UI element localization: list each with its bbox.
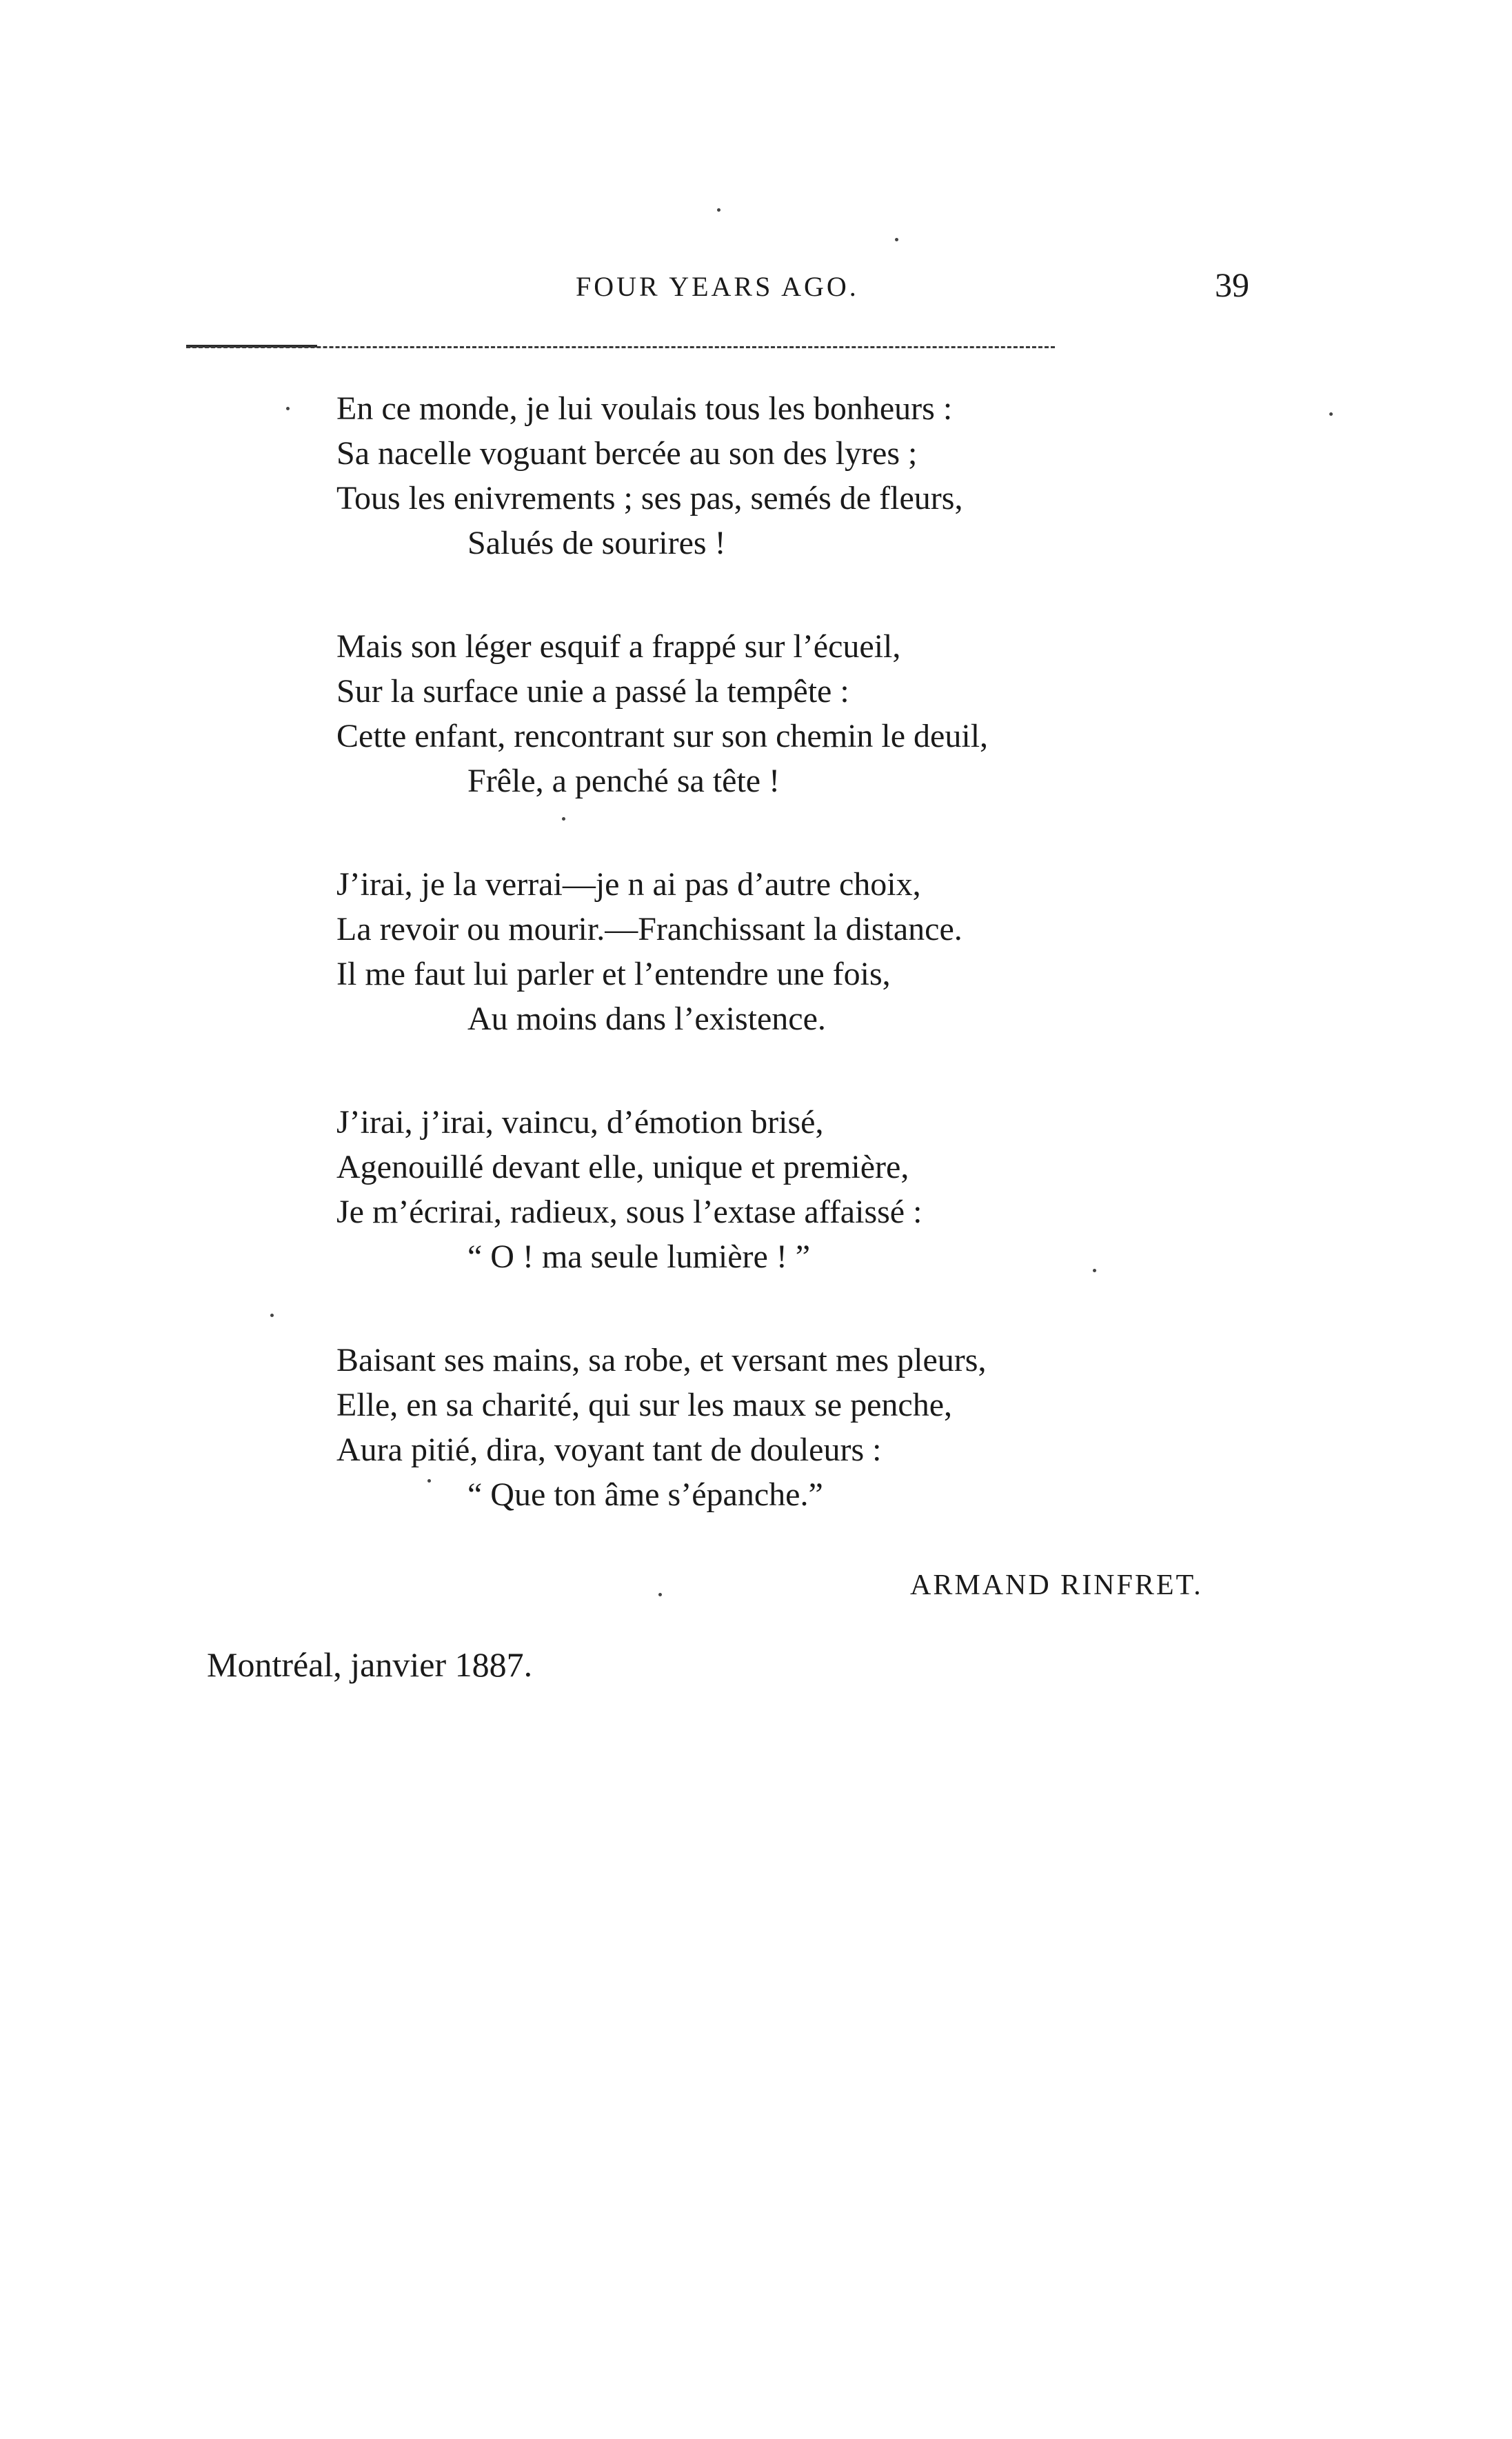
poem-line: Il me faut lui parler et l’entendre une fois, (336, 956, 891, 992)
stanza (336, 1338, 1198, 1517)
header-rule (186, 346, 1055, 348)
poem-line: La revoir ou mourir.—Franchissant la distance. (336, 911, 962, 947)
poem-line: Agenouillé devant elle, unique et première, (336, 1149, 909, 1185)
poem-line: Tous les enivrements ; ses pas, semés de fleurs, (336, 480, 963, 516)
poem-line: Cette enfant, rencontrant sur son chemin le deuil, (336, 718, 989, 754)
poem-line: Elle, en sa charité, qui sur les maux se penche, (336, 1387, 953, 1423)
running-head (0, 265, 1512, 312)
poem-line-refrain: Frêle, a penché sa tête ! (467, 763, 780, 799)
stanza (336, 624, 1198, 803)
print-speck (658, 1593, 662, 1596)
poem-line: Baisant ses mains, sa robe, et versant mes pleurs, (336, 1342, 987, 1378)
print-speck (562, 817, 565, 821)
page-number: 39 (1215, 265, 1249, 304)
poem-line: J’irai, j’irai, vaincu, d’émotion brisé, (336, 1104, 824, 1141)
stanza (336, 862, 1198, 1041)
poem-line: Mais son léger esquif a frappé sur l’écueil, (336, 628, 901, 665)
print-speck (895, 238, 898, 241)
print-speck (717, 208, 720, 212)
poem-line: Je m’écrirai, radieux, sous l’extase affaissé : (336, 1194, 923, 1230)
print-speck (427, 1479, 431, 1483)
poem-line: En ce monde, je lui voulais tous les bonheurs : (336, 390, 953, 427)
poem-line: Aura pitié, dira, voyant tant de douleurs : (336, 1432, 882, 1468)
poem-line-refrain: “ O ! ma seule lumière ! ” (467, 1238, 811, 1275)
poem-line-refrain: Au moins dans l’existence. (467, 1001, 826, 1037)
poem-line: Sa nacelle voguant bercée au son des lyres ; (336, 435, 918, 472)
stanza (336, 1100, 1198, 1279)
print-speck (270, 1314, 274, 1317)
dateline: Montréal, janvier 1887. (207, 1645, 533, 1684)
stanza (336, 386, 1198, 565)
print-speck (1329, 412, 1333, 416)
print-speck (1093, 1269, 1096, 1272)
author-signature: ARMAND RINFRET. (910, 1569, 1203, 1601)
poem-line: J’irai, je la verrai—je n ai pas d’autre choix, (336, 866, 921, 903)
print-speck (286, 407, 290, 410)
poem-line-refrain: Salués de sourires ! (467, 525, 726, 561)
poem-line-refrain: “ Que ton âme s’épanche.” (467, 1476, 823, 1513)
running-title: FOUR YEARS AGO. (576, 271, 859, 302)
poem-line: Sur la surface unie a passé la tempête : (336, 673, 849, 710)
poem (336, 386, 1198, 1576)
